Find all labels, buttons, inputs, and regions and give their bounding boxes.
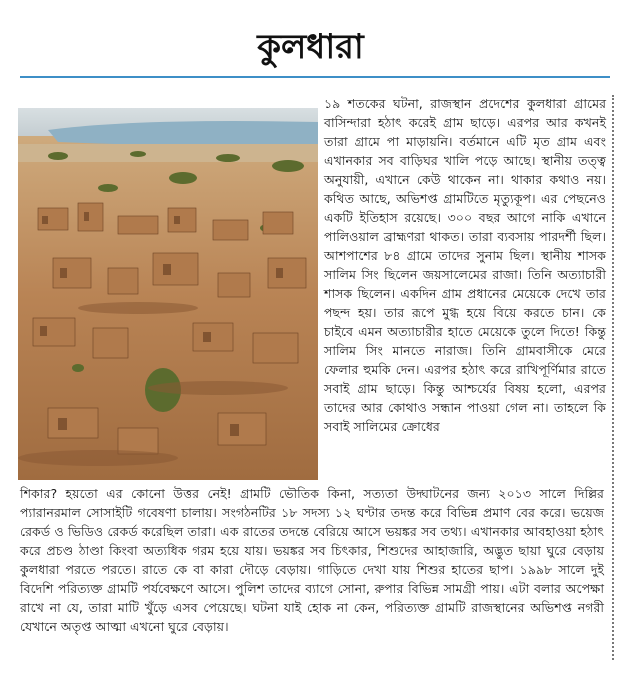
- ruins-illustration: [18, 108, 318, 480]
- article-headline: কুলধারা: [257, 27, 364, 67]
- headline-rule: [20, 76, 610, 78]
- village-ruins-photo: [18, 108, 318, 480]
- article-column-text: ১৯ শতকের ঘটনা, রাজস্থান প্রদেশের কুলধারা গ্রামের বাসিন্দারা হঠাৎ করেই গ্রাম ছাড়ে। এরপর আর কখনই তারা গ্রামে পা মাড়ায়নি। বর্তমানে এটি মৃত গ্রাম এবং এখানকার সব বাড়িঘর খালি পড়ে আছে। স্থানীয় তত্ত্ব অনুযায়ী, এখানে কেউ থাকেন না। থাকার কথাও নয়। কথিত আছে, অভিশপ্ত গ্রামটিতে মৃত্যুকূপ। এর পেছনেও একটি ইতিহাস রয়েছে। ৩০০ বছর আগে নাকি এখানে পালিওয়াল ব্রাহ্মণরা থাকত। তারা ব্যবসায় পারদর্শী ছিল। আশপাশের ৮৪ গ্রামে তাদের সুনাম ছিল। স্থানীয় শাসক সালিম সিং ছিলেন জয়সালেমের রাজা। তিনি অত্যাচারী শাসক ছিলেন। একদিন গ্রাম প্রধানের মেয়েকে দেখে তার পছন্দ হয়। তার রূপে মুগ্ধ হয়ে বিয়ে করতে চান। কে চাইবে এমন অত্যাচারীর হাতে মেয়েকে তুলে দিতে! কিন্তু সালিম সিং মানতে নারাজ। তিনি গ্রামবাসীকে মেরে ফেলার হুমকি দেন। এরপর হঠাৎ করে রাখিপূর্ণিমার রাতে সবাই গ্রাম ছাড়ে। কিন্তু আশ্চর্যের বিষয় হলো, এরপর তাদের আর কোথাও সন্ধান পাওয়া গেল না। তাহলে কি সবাই সালিমের ক্রোধের: [324, 96, 606, 434]
- article-full-width-text: শিকার? হয়তো এর কোনো উত্তর নেই! গ্রামটি ভৌতিক কিনা, সত্যতা উদ্ঘাটনের জন্য ২০১৩ সালে দিল্লির প্যারানরমাল সোসাইটি গবেষণা চালায়। সংগঠনটির ১৮ সদস্য ১২ ঘণ্টার তদন্ত করে বিভিন্ন প্রমাণ বের করে। ভয়েজ রেকর্ড ও ভিডিও রেকর্ড করেছিল তারা। এক রাতের তদন্তে বেরিয়ে আসে ভয়ঙ্কর সব তথ্য। এখানকার আবহাওয়া হঠাৎ করে প্রচণ্ড ঠাণ্ডা কিংবা অত্যধিক গরম হয়ে যায়। ভয়ঙ্কর সব চিৎকার, শিশুদের আহাজারি, অদ্ভুত ছায়া ঘুরে বেড়ায় কুলধারা পরতে পরতে। রাতে কে বা কারা দৌড়ে বেড়ায়। গাড়িতে দেখা যায় শিশুর হাতের ছাপ। ১৯৯৮ সালে দুই বিদেশি পরিত্যক্ত গ্রামটি পর্যবেক্ষণে আসে। পুলিশ তাদের ব্যাগে সোনা, রুপার বিভিন্ন সামগ্রী পায়। এটা বলার অপেক্ষা রাখে না যে, তারা মাটি খুঁড়ে এসব পেয়েছে। ঘটনা যাই হোক না কেন, পরিত্যক্ত গ্রামটি রাজস্থানের অভিশপ্ত নগরী যেখানে অতৃপ্ত আত্মা এখনো ঘুরে বেড়ায়।: [20, 486, 604, 634]
- column-divider: [612, 95, 614, 660]
